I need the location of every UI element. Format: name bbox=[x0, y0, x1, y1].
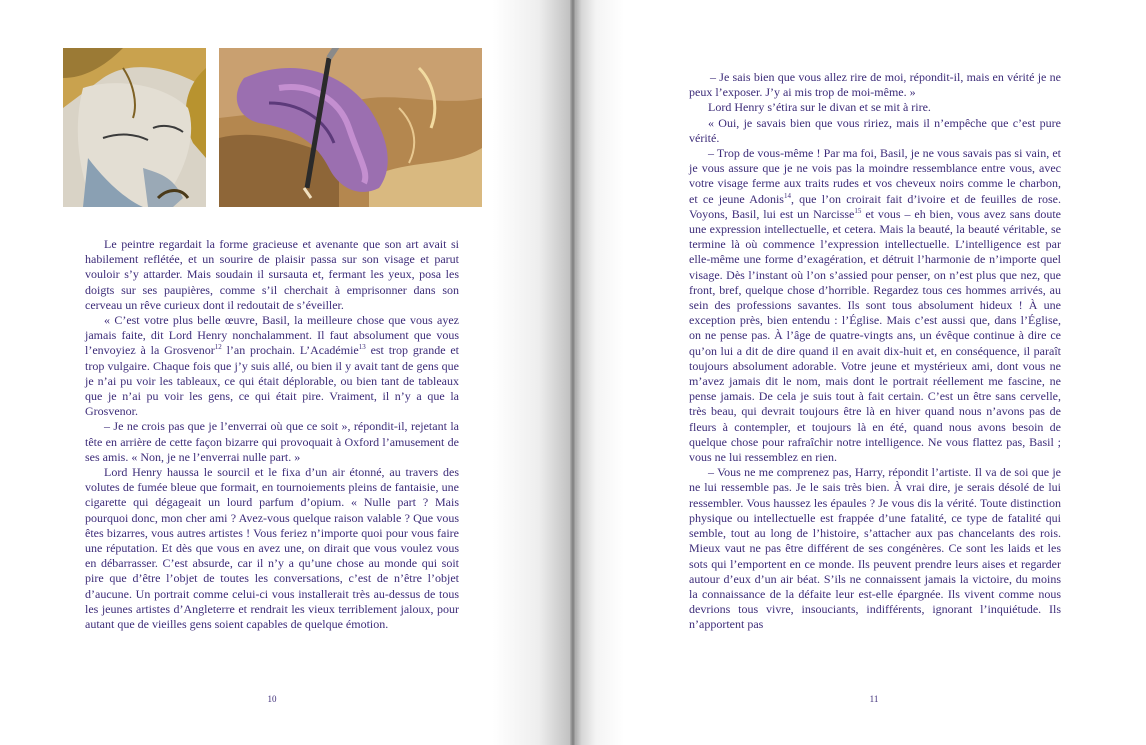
paragraph: « Oui, je savais bien que vous ririez, mais il n’empêche que c’est pure vérité. bbox=[689, 115, 1061, 145]
paragraph bbox=[689, 146, 1061, 465]
illustration-brush-palette bbox=[219, 48, 482, 207]
text-run: l’an prochain. L’Académie bbox=[226, 343, 359, 358]
illustration-portrait-face bbox=[63, 48, 206, 207]
page-number: 11 bbox=[869, 694, 879, 704]
text-run: – Trop de vous-même ! Par ma foi, Basil, je ne vous savais pas si vain, et je vous assure que je ne vois pas la moindre ressemblance entre vous, avec votre visage ferme aux traits rudes et vos cheveux noirs comme le charbon, et ce jeune Adonis bbox=[689, 146, 1061, 206]
note-ref[interactable]: 15 bbox=[854, 206, 862, 215]
text-run: et vous – eh bien, vous avez sans doute une expression intellectuelle, et cetera. Mais la beauté, la beauté véritable, se termine là où commence l’expression intellectuelle. L’intelligence est par elle-même une forme d’exagération, et détruit l’harmonie de n’importe quel visage. Dès l’instant où l’on s’assied pour penser, on n’est plus que nez, que front, bref, quelque chose d’horrible. Regardez tous ces hommes arrivés, au sein des professions savantes. Ils sont tous absolument hideux ! À une exception près, bien entendu : l’Église. Mais c’est aussi que, dans l’Église, on ne pense pas. À l’âge de quatre-vingts ans, un évêque continue à dire ce qu’on lui a dit de dire quand il en avait dix-huit et, en conséquence, il paraît toujours absolument adorable. Votre jeune et mystérieux ami, dont vous ne m’avez jamais dit le nom, mais dont le portrait réellement me fascine, ne pense jamais. De cela je suis tout à fait certain. C’est un être sans cervelle, très beau, qui devrait toujours être là en hiver quand nous n’avons pas de fleurs à contempler, et toujours là en été, quand nous avons besoin de quelque chose pour rafraîchir notre intelligence. Ne vous flattez pas, Basil ; vous ne lui ressemblez en rien. bbox=[689, 206, 1062, 465]
left-page-text bbox=[85, 237, 459, 632]
paragraph: – Vous ne me comprenez pas, Harry, répondit l’artiste. Il va de soi que je ne lui ressemble pas. Je le sais très bien. À vrai dire, je serais désolé de lui ressembler. Vous haussez les épaules ? Je vous dis la vérité. Toute distinction physique ou intellectuelle est frappée d’une fatalité, ce type de fatalité qui semble, tout au long de l’histoire, s’attacher aux pas chancelants des rois. Mieux vaut ne pas être différent de ses congénères. Ce sont les laids et les sots qui l’emportent en ce monde. Ils peuvent prendre leurs aises et regarder autour d’eux d’un air béat. S’ils ne connaissent jamais la victoire, du moins la connaissance de la défaite leur est-elle épargnée. Ils vivent comme nous devrions tous vivre, insouciants, indifférents, ignorant l’inquiétude. Ils n’apportent pas bbox=[689, 465, 1061, 632]
text-run: « C’est votre plus belle œuvre, Basil, la meilleure chose que vous ayez jamais faite, dit Lord Henry nonchalamment. Il faut absolument que vous l’envoyiez à la Grosvenor bbox=[85, 313, 459, 358]
paragraph: Le peintre regardait la forme gracieuse et avenante que son art avait si habilement reflétée, et un sourire de plaisir passa sur son visage et parut vouloir s’y attarder. Mais soudain il sursauta et, fermant les yeux, posa les doigts sur ses paupières, comme s’il cherchait à emprisonner dans son cerveau un rêve curieux dont il redoutait de s’éveiller. bbox=[85, 237, 459, 312]
text-run: est trop grande et trop vulgaire. Chaque fois que j’y suis allé, ou bien il y avait tant de gens que je n’ai pu voir les tableaux, ce qui était déplorable, ou bien tant de tableaux que je n’ai pu voir les gens, ce qui était pire. Vraiment, il n’y a que la Grosvenor. bbox=[85, 343, 459, 419]
paragraph: – Je sais bien que vous allez rire de moi, répondit-il, mais en vérité je ne peux l’exposer. J’y ai mis trop de moi-même. » bbox=[689, 70, 1061, 100]
right-page-text bbox=[689, 70, 1061, 633]
paragraph: – Je ne crois pas que je l’enverrai où que ce soit », répondit-il, rejetant la tête en arrière de cette façon bizarre qui provoquait à Oxford l’amusement de ses amis. « Non, je ne l’enverrai nulle part. » bbox=[85, 419, 459, 464]
paragraph: Lord Henry haussa le sourcil et le fixa d’un air étonné, au travers des volutes de fumée bleue que formait, en tournoiements pleins de fantaisie, une cigarette qui dégageait un lourd parfum d’opium. « Nulle part ? Mais pourquoi donc, mon cher ami ? Avez-vous quelque raison valable ? Que vous êtes bizarres, vous autres artistes ! Vous feriez n’importe quoi pour vous faire une réputation. Et dès que vous en avez une, on dirait que vous voulez vous en débarrasser. C’est absurde, car il n’y a qu’une chose au monde qui soit pire que d’être l’objet de toutes les conversations, c’est de n’être l’objet d’aucune. Un portrait comme celui-ci vous installerait très au-dessus de tous les jeunes artistes d’Angleterre et rendrait les vieux terriblement jaloux, pour autant que de vieilles gens soient capables de quelque émotion. bbox=[85, 465, 459, 632]
note-ref[interactable]: 12 bbox=[214, 343, 222, 352]
page-number: 10 bbox=[267, 694, 277, 704]
note-ref[interactable]: 13 bbox=[358, 343, 366, 352]
paragraph bbox=[85, 313, 459, 419]
paragraph: Lord Henry s’étira sur le divan et se mit à rire. bbox=[708, 100, 931, 115]
book-gutter bbox=[570, 0, 576, 745]
text-run: , que l’on croirait fait d’ivoire et de feuilles de rose. Voyons, Basil, lui est un Narcisse bbox=[689, 191, 1061, 221]
note-ref[interactable]: 14 bbox=[783, 191, 791, 200]
